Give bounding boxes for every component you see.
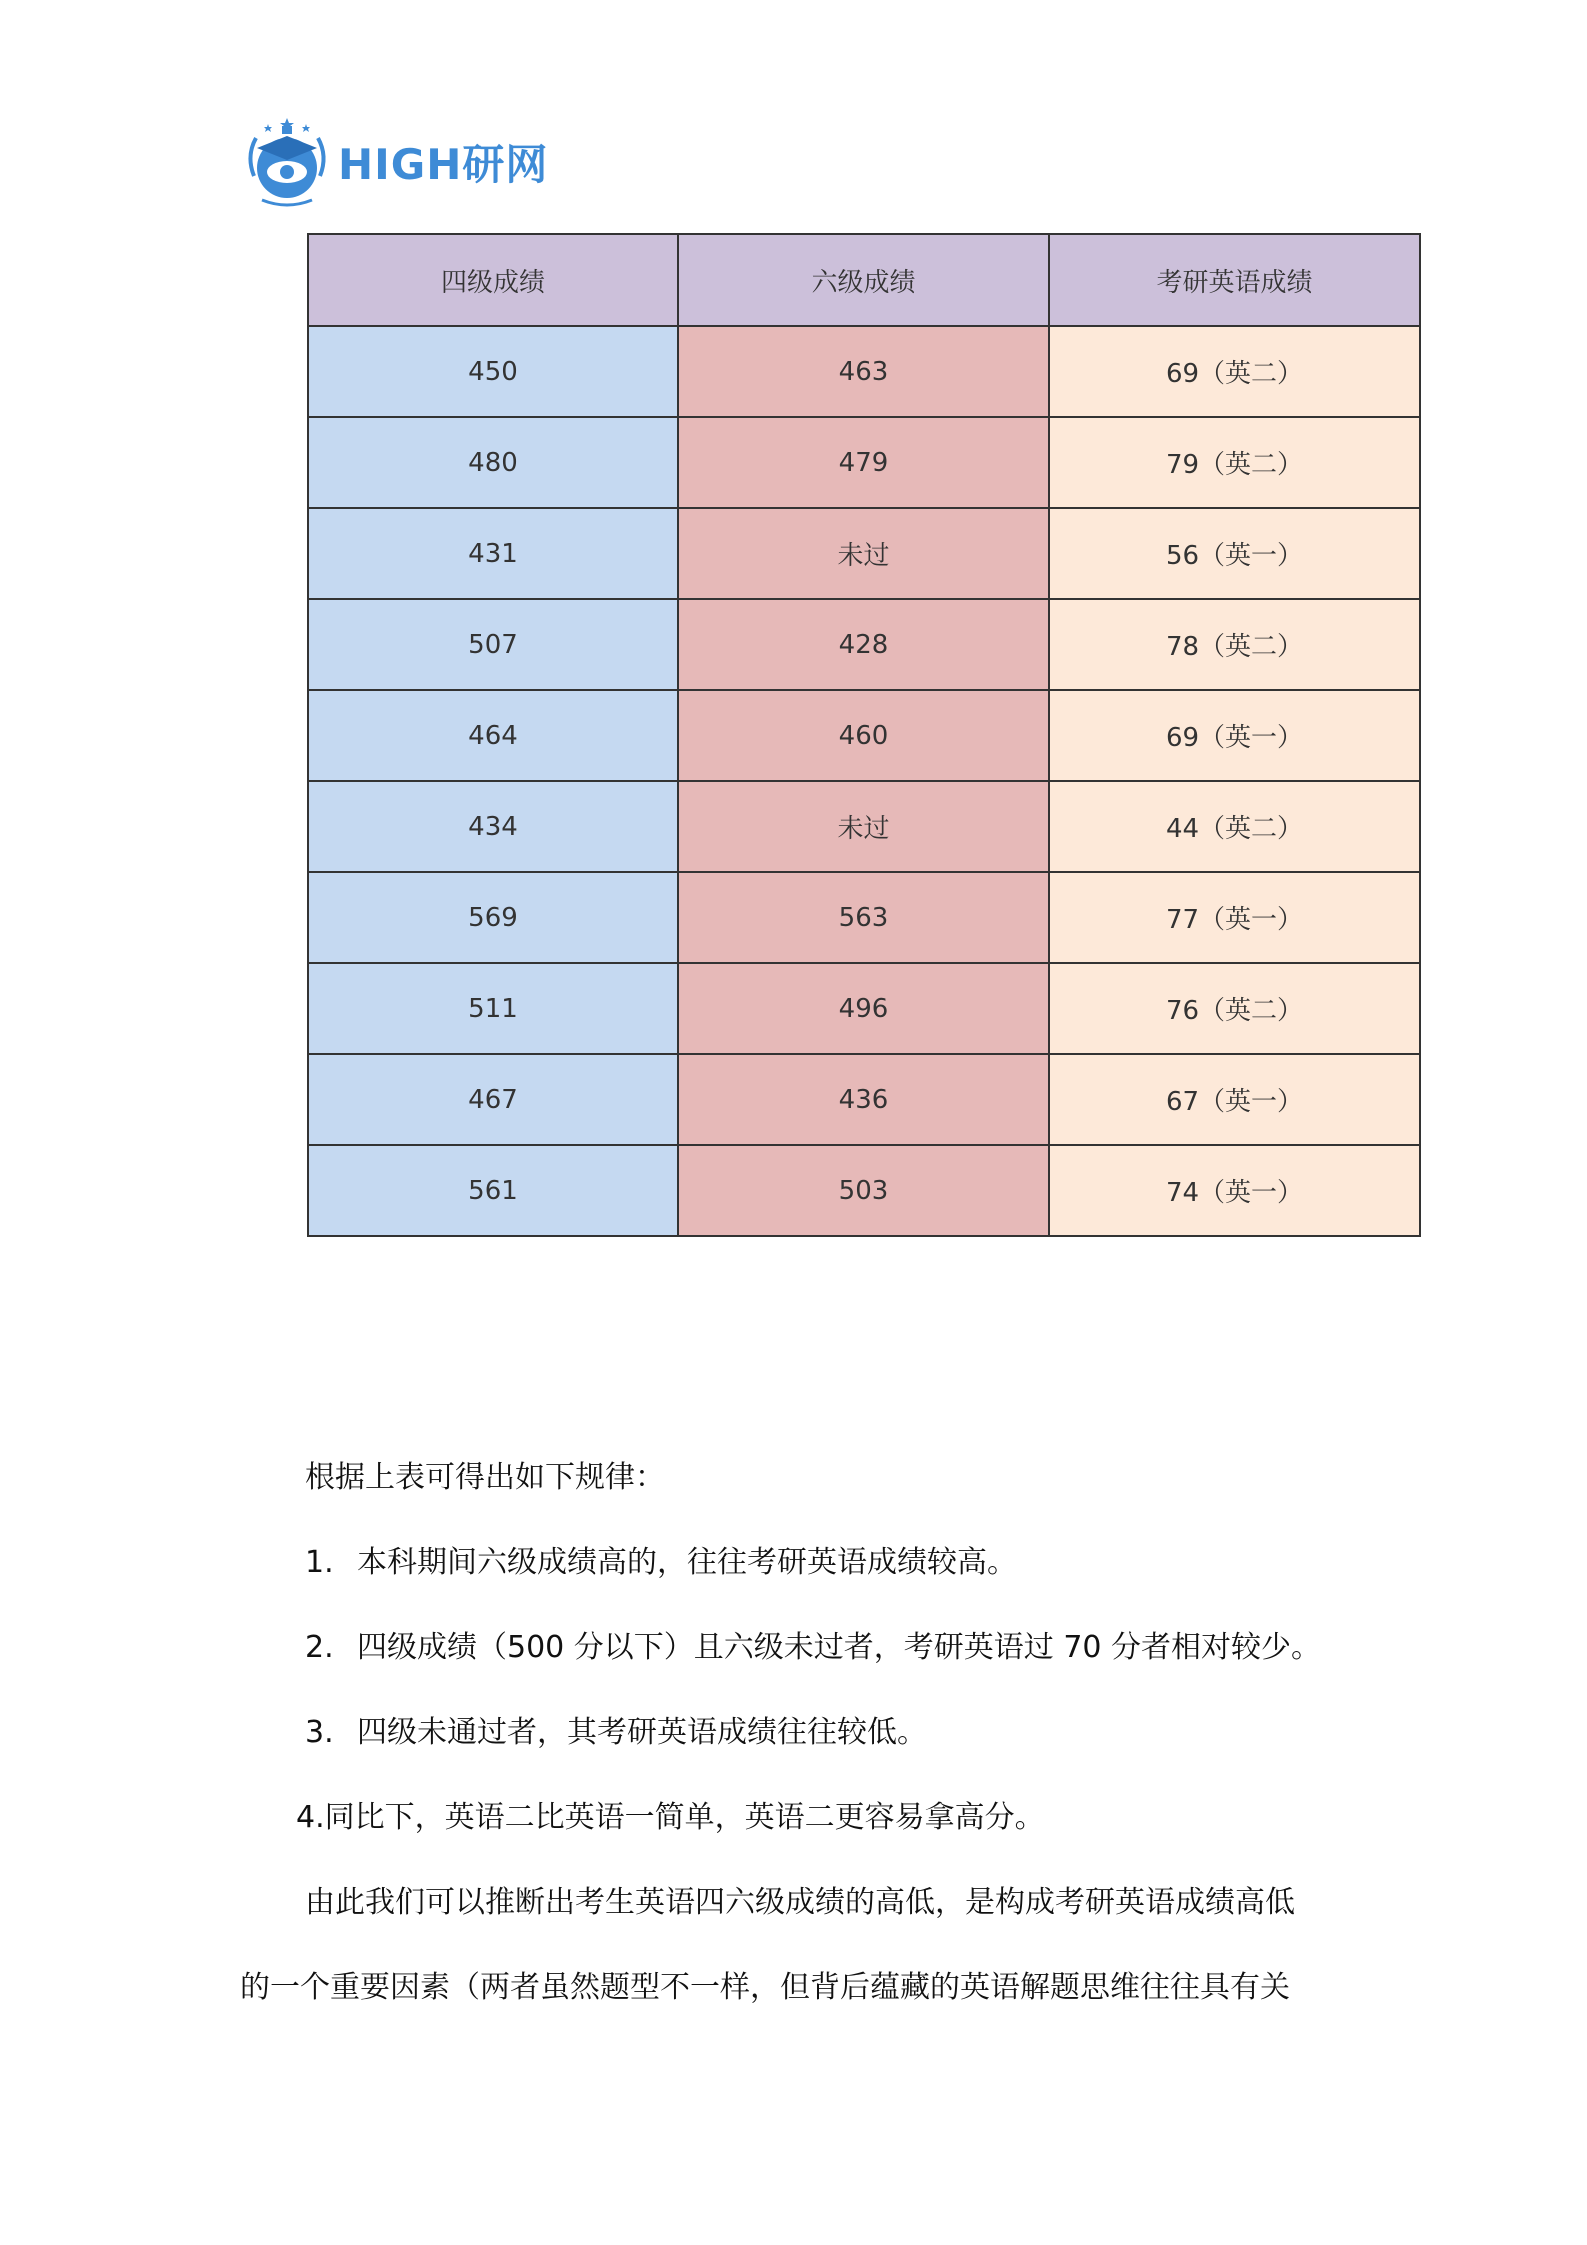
cet6-cell: 479 bbox=[678, 417, 1049, 508]
table-row bbox=[308, 326, 1420, 417]
point-text: 本科期间六级成绩高的，往往考研英语成绩较高。 bbox=[357, 1545, 1017, 1580]
kaoyan-cell: 56（英一） bbox=[1049, 508, 1420, 599]
cet6-cell: 463 bbox=[678, 326, 1049, 417]
header-cet4: 四级成绩 bbox=[308, 234, 678, 326]
kaoyan-cell: 44（英二） bbox=[1049, 781, 1420, 872]
table-row bbox=[308, 599, 1420, 690]
intro-paragraph: 根据上表可得出如下规律： bbox=[305, 1460, 665, 1495]
table-row bbox=[308, 1145, 1420, 1236]
logo bbox=[242, 116, 548, 208]
cet6-cell: 496 bbox=[678, 963, 1049, 1054]
cet4-cell: 434 bbox=[308, 781, 678, 872]
score-table bbox=[307, 233, 1421, 1237]
cet6-cell: 503 bbox=[678, 1145, 1049, 1236]
kaoyan-cell: 67（英一） bbox=[1049, 1054, 1420, 1145]
cet6-cell: 460 bbox=[678, 690, 1049, 781]
cet4-cell: 450 bbox=[308, 326, 678, 417]
kaoyan-cell: 79（英二） bbox=[1049, 417, 1420, 508]
table-row bbox=[308, 872, 1420, 963]
kaoyan-cell: 74（英一） bbox=[1049, 1145, 1420, 1236]
kaoyan-cell: 78（英二） bbox=[1049, 599, 1420, 690]
point-text: 四级成绩（500 分以下）且六级未过者，考研英语过 70 分者相对较少。 bbox=[357, 1630, 1322, 1665]
header-kaoyan-english: 考研英语成绩 bbox=[1049, 234, 1420, 326]
logo-text: HIGH研网 bbox=[338, 140, 549, 189]
table-row bbox=[308, 781, 1420, 872]
point-2 bbox=[305, 1628, 1321, 1668]
cet4-cell: 467 bbox=[308, 1054, 678, 1145]
point-number: 2. bbox=[305, 1630, 334, 1665]
header-cet6: 六级成绩 bbox=[678, 234, 1049, 326]
cet4-cell: 480 bbox=[308, 417, 678, 508]
conclusion-line-2: 的一个重要因素（两者虽然题型不一样，但背后蕴藏的英语解题思维往往具有关 bbox=[240, 1970, 1290, 2005]
kaoyan-cell: 76（英二） bbox=[1049, 963, 1420, 1054]
cet4-cell: 507 bbox=[308, 599, 678, 690]
point-number: 1. bbox=[305, 1545, 334, 1580]
cet4-cell: 464 bbox=[308, 690, 678, 781]
cet6-cell: 未过 bbox=[678, 508, 1049, 599]
kaoyan-cell: 69（英二） bbox=[1049, 326, 1420, 417]
table-row bbox=[308, 1054, 1420, 1145]
table-row bbox=[308, 690, 1420, 781]
point-text: 四级未通过者，其考研英语成绩往往较低。 bbox=[357, 1715, 927, 1750]
table-row bbox=[308, 508, 1420, 599]
table-header-row bbox=[308, 234, 1420, 326]
cet4-cell: 569 bbox=[308, 872, 678, 963]
point-3 bbox=[305, 1713, 927, 1753]
cet6-cell: 436 bbox=[678, 1054, 1049, 1145]
table-row bbox=[308, 963, 1420, 1054]
conclusion-line-1: 由此我们可以推断出考生英语四六级成绩的高低，是构成考研英语成绩高低 bbox=[305, 1885, 1295, 1920]
point-1 bbox=[305, 1543, 1017, 1583]
kaoyan-cell: 69（英一） bbox=[1049, 690, 1420, 781]
graduation-cap-eye-emblem-icon bbox=[242, 116, 332, 208]
cet6-cell: 未过 bbox=[678, 781, 1049, 872]
cet6-cell: 563 bbox=[678, 872, 1049, 963]
table-row bbox=[308, 417, 1420, 508]
cet4-cell: 511 bbox=[308, 963, 678, 1054]
cet4-cell: 561 bbox=[308, 1145, 678, 1236]
cet6-cell: 428 bbox=[678, 599, 1049, 690]
point-4: 4.同比下，英语二比英语一简单，英语二更容易拿高分。 bbox=[296, 1800, 1045, 1835]
point-number: 3. bbox=[305, 1715, 334, 1750]
cet4-cell: 431 bbox=[308, 508, 678, 599]
kaoyan-cell: 77（英一） bbox=[1049, 872, 1420, 963]
